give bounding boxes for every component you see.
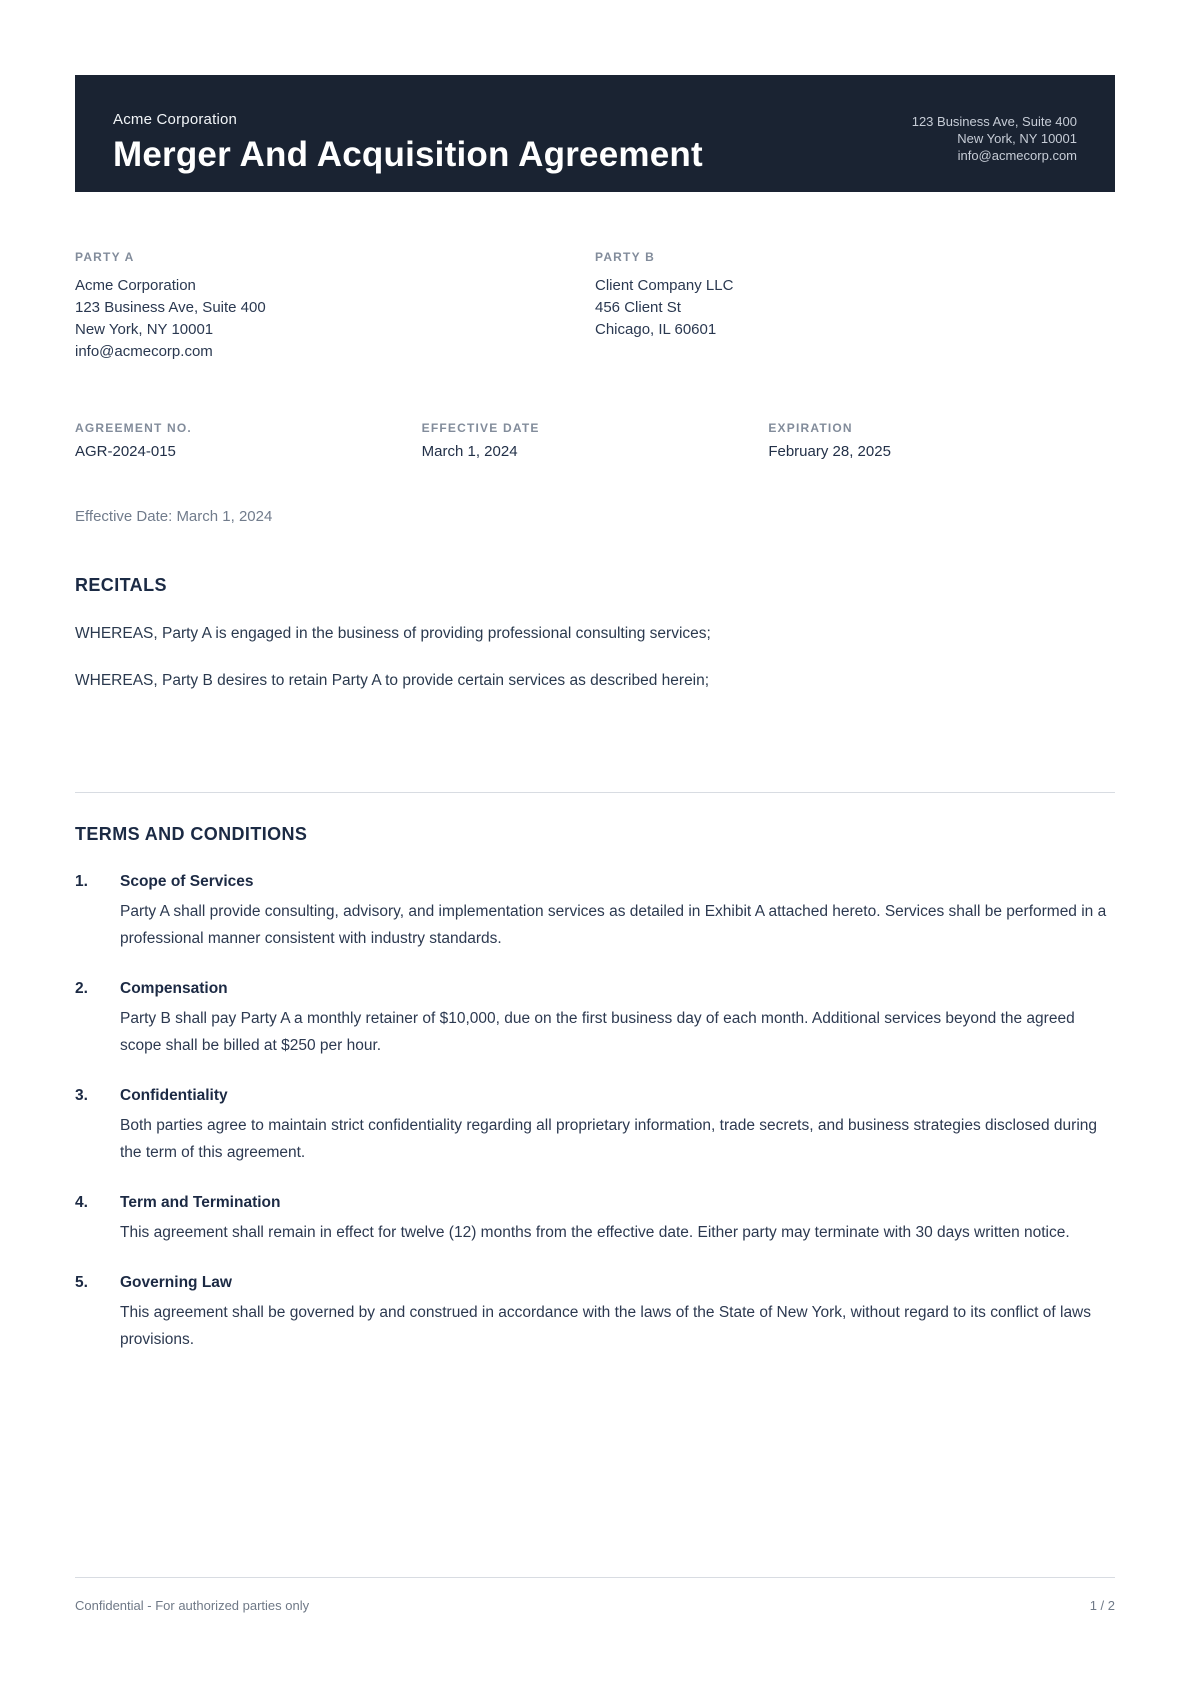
recital-paragraph-2: WHEREAS, Party B desires to retain Party A to provide certain services as described herein; [75,672,710,689]
effective-date-label: EFFECTIVE DATE [421,421,540,435]
section-divider [75,792,1115,793]
company-name: Acme Corporation [113,111,238,128]
term-body: This agreement shall remain in effect for twelve (12) months from the effective date. Either party may terminate with 30 days written notice. [120,1224,1070,1241]
term-title: Term and Termination [120,1194,281,1211]
header-email: info@acmecorp.com [957,148,1077,163]
term-number: 4. [75,1194,88,1211]
effective-date-block [422,421,769,460]
term-title: Scope of Services [120,873,254,890]
term-content [120,873,1115,952]
agreement-number-label: AGREEMENT NO. [75,421,192,435]
recitals-heading: RECITALS [75,575,167,595]
agreement-meta-row [75,421,1115,460]
party-b-street: 456 Client St [595,299,681,316]
header-contact-block [912,111,1077,164]
content-spacer [75,1381,1115,1577]
recital-paragraph-1: WHEREAS, Party A is engaged in the business of providing professional consulting services; [75,625,711,642]
terms-heading: TERMS AND CONDITIONS [75,824,308,844]
party-a-city: New York, NY 10001 [75,321,214,338]
term-title: Governing Law [120,1274,232,1291]
expiration-label: EXPIRATION [768,421,853,435]
page-footer [75,1577,1115,1613]
party-b-block [595,250,1115,363]
footer-page-number: 1 / 2 [1089,1598,1115,1613]
party-b-label: PARTY B [595,250,655,264]
header-title-block [113,111,703,172]
agreement-number-block [75,421,422,460]
term-section-3 [75,1087,1115,1166]
effective-date-line: Effective Date: March 1, 2024 [75,508,273,525]
term-section-1 [75,873,1115,952]
party-b-city: Chicago, IL 60601 [595,321,717,338]
party-a-block [75,250,595,363]
parties-section [75,250,1115,363]
term-number: 1. [75,873,88,890]
term-body: This agreement shall be governed by and construed in accordance with the laws of the State of New York, without regard to its conflict of laws provisions. [120,1304,1092,1348]
effective-date-value: March 1, 2024 [421,443,518,460]
party-a-name: Acme Corporation [75,277,196,294]
term-content [120,980,1115,1059]
party-b-name: Client Company LLC [595,277,734,294]
term-section-2 [75,980,1115,1059]
document-title: Merger And Acquisition Agreement [113,135,703,174]
term-number: 3. [75,1087,88,1104]
party-a-street: 123 Business Ave, Suite 400 [75,299,266,316]
header-address-line-2: New York, NY 10001 [957,131,1077,146]
term-number: 2. [75,980,88,997]
term-section-4 [75,1194,1115,1246]
term-content [120,1087,1115,1166]
header-address-line-1: 123 Business Ave, Suite 400 [911,114,1077,129]
term-body: Party B shall pay Party A a monthly retainer of $10,000, due on the first business day of each month. Additional services beyond the agreed scope shall be billed at $250 per hour. [120,1010,1075,1054]
term-content [120,1274,1115,1353]
party-a-email: info@acmecorp.com [75,343,213,360]
term-title: Confidentiality [120,1087,228,1104]
terms-list [75,873,1115,1381]
agreement-number-value: AGR-2024-015 [75,443,176,460]
expiration-value: February 28, 2025 [768,443,891,460]
document-header [75,75,1115,192]
term-body: Both parties agree to maintain strict confidentiality regarding all proprietary information, trade secrets, and business strategies disclosed during the term of this agreement. [120,1117,1098,1161]
term-title: Compensation [120,980,228,997]
party-a-label: PARTY A [75,250,135,264]
expiration-block [768,421,1115,460]
footer-confidential-note: Confidential - For authorized parties only [75,1598,310,1613]
term-section-5 [75,1274,1115,1353]
term-content [120,1194,1115,1246]
term-number: 5. [75,1274,88,1291]
term-body: Party A shall provide consulting, advisory, and implementation services as detailed in Exhibit A attached hereto. Services shall be performed in a professional manner consistent with industry standards. [120,903,1107,947]
